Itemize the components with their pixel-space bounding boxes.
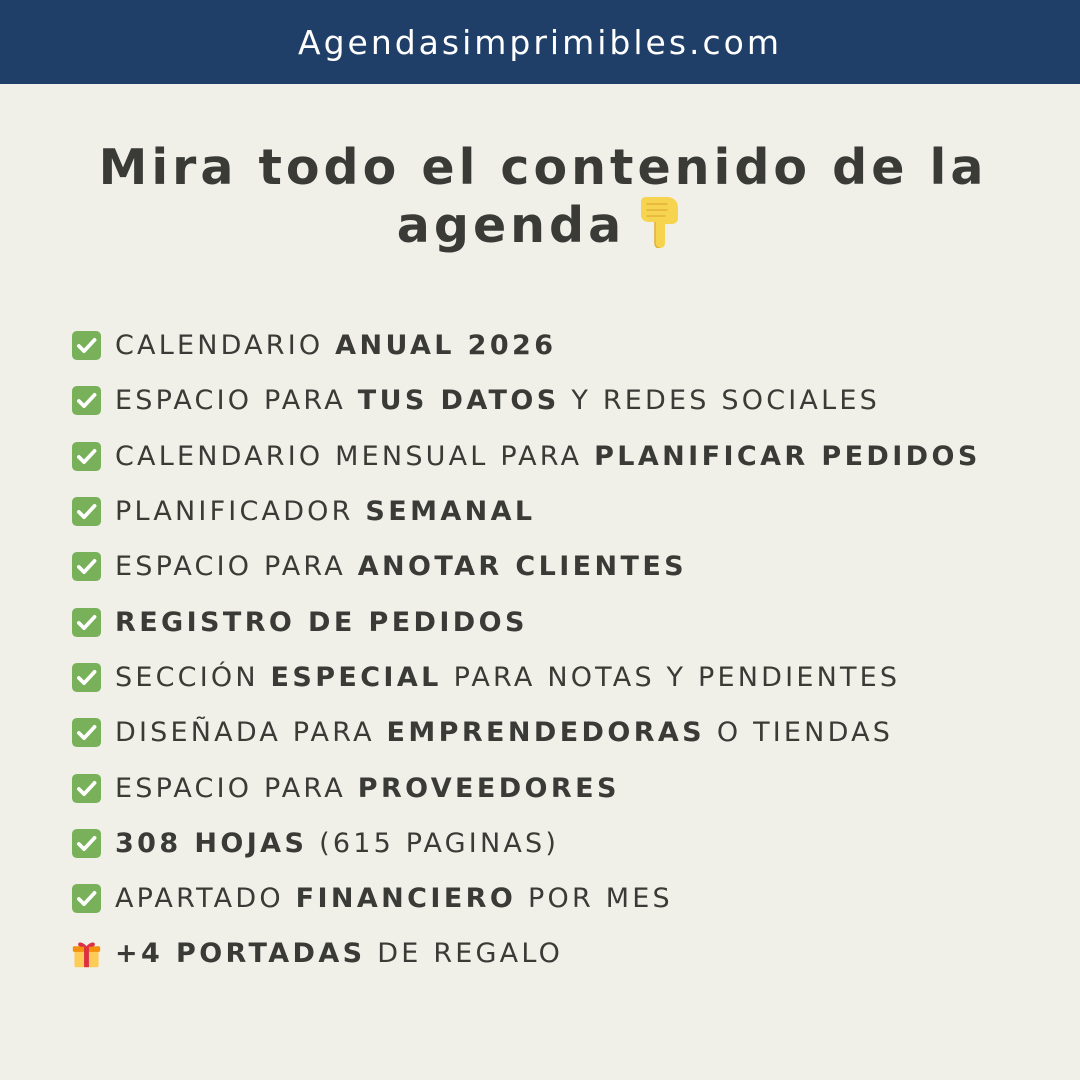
feature-highlight: EMPRENDEDORAS <box>386 717 706 749</box>
feature-item <box>72 429 1062 484</box>
feature-text: (615 PAGINAS) <box>307 827 560 859</box>
title-line-1: Mira todo el contenido de la <box>98 139 988 196</box>
feature-highlight: 308 HOJAS <box>115 827 308 859</box>
feature-item <box>72 594 1062 649</box>
title-line-2 <box>0 196 1080 260</box>
feature-text: CALENDARIO <box>115 330 336 362</box>
gift-icon <box>72 939 101 968</box>
feature-highlight: ANUAL 2026 <box>335 330 557 362</box>
feature-text: APARTADO <box>115 883 296 915</box>
title-line-2-text: agenda <box>396 197 626 254</box>
feature-text: ESPACIO PARA <box>115 385 358 417</box>
feature-item <box>72 871 1062 926</box>
pointing-down-icon <box>637 196 683 260</box>
check-icon <box>72 663 101 692</box>
feature-highlight: ANOTAR CLIENTES <box>357 551 688 583</box>
site-name: Agendasimprimibles.com <box>298 22 782 62</box>
feature-highlight: ESPECIAL <box>270 661 442 693</box>
check-icon <box>72 552 101 581</box>
check-icon <box>72 718 101 747</box>
feature-list <box>72 318 1062 982</box>
feature-text: CALENDARIO MENSUAL PARA <box>115 440 595 472</box>
feature-text: O TIENDAS <box>705 717 894 749</box>
feature-item <box>72 318 1062 373</box>
feature-text: SECCIÓN <box>115 661 271 693</box>
check-icon <box>72 608 101 637</box>
check-icon <box>72 774 101 803</box>
check-icon <box>72 386 101 415</box>
feature-item <box>72 484 1062 539</box>
feature-highlight: PROVEEDORES <box>357 772 620 804</box>
check-icon <box>72 442 101 471</box>
feature-text: ESPACIO PARA <box>115 772 358 804</box>
feature-text: PLANIFICADOR <box>115 496 366 528</box>
header-bar <box>0 0 1080 84</box>
feature-item <box>72 373 1062 428</box>
feature-highlight: REGISTRO DE PEDIDOS <box>115 606 528 638</box>
feature-item <box>72 760 1062 815</box>
page-title <box>0 140 1080 260</box>
feature-text: DISEÑADA PARA <box>115 717 387 749</box>
feature-text: DE REGALO <box>365 938 564 970</box>
feature-item <box>72 650 1062 705</box>
feature-item <box>72 816 1062 871</box>
feature-highlight: +4 PORTADAS <box>115 938 366 970</box>
check-icon <box>72 829 101 858</box>
feature-text: POR MES <box>516 883 673 915</box>
feature-text: PARA NOTAS Y PENDIENTES <box>441 661 901 693</box>
feature-highlight: TUS DATOS <box>357 385 560 417</box>
feature-highlight: FINANCIERO <box>295 883 517 915</box>
feature-text: Y REDES SOCIALES <box>559 385 880 417</box>
feature-item <box>72 539 1062 594</box>
check-icon <box>72 884 101 913</box>
feature-text: ESPACIO PARA <box>115 551 358 583</box>
feature-item <box>72 705 1062 760</box>
feature-highlight: SEMANAL <box>365 496 536 528</box>
check-icon <box>72 497 101 526</box>
check-icon <box>72 331 101 360</box>
feature-item <box>72 926 1062 981</box>
feature-highlight: PLANIFICAR PEDIDOS <box>594 440 981 472</box>
